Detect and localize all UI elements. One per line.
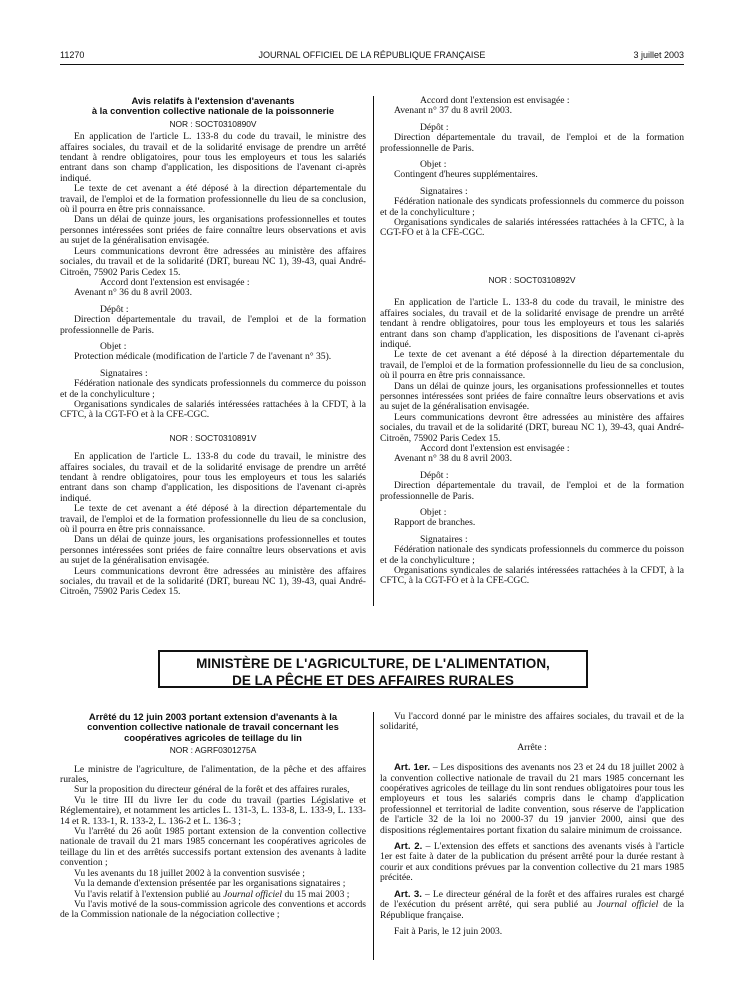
field-value: Direction départementale du travail, de l'emploi et de la formation professionnelle de Paris. [380, 132, 684, 154]
paragraph: Vu l'arrêté du 26 août 1985 portant extension de la convention collective nationale de travail du 21 mars 1985 concernant les coopératives agricoles de teillage du lin et des arrêtés successifs portant extension des avenants à ladite convention ; [60, 826, 366, 869]
article-3: Art. 3. – Le directeur général de la forêt et des affaires rurales est chargé de l'exécution du présent arrêté, qui sera publié au Journal officiel de la République française. [380, 888, 685, 921]
paragraph: Dans un délai de quinze jours, les organisations professionnelles et toutes personnes intéressées sont priées de faire connaître leurs observations et avis au sujet de la généralisation envisagée. [60, 214, 366, 247]
field-label: Signataires : [100, 367, 148, 379]
paragraph: Le texte de cet avenant a été déposé à la direction départementale du travail, de l'emploi et de la formation professionnelle du lieu de sa conclusion, où il pourra en être pris connaissance. [60, 503, 366, 536]
paragraph: Le ministre de l'agriculture, de l'alimentation, de la pêche et des affaires rurales, [60, 763, 366, 786]
field-value: Organisations syndicales de salariés intéressées rattachées à la CFDT, à la CFTC, à la CGT-FO et à la CFE-CGC. [380, 565, 684, 587]
paragraph: Vu la demande d'extension présentée par les organisations signataires ; [74, 878, 346, 890]
field-value: Fédération nationale des syndicats professionnels du commerce du poisson et de la conchyliculture ; [60, 378, 366, 400]
paragraph: Le texte de cet avenant a été déposé à la direction départementale du travail, de l'emploi et de la formation professionnelle du lieu de sa conclusion, où il pourra en être pris connaissance. [60, 183, 366, 216]
paragraph: En application de l'article L. 133-8 du code du travail, le ministre des affaires sociales, du travail et de la solidarité envisage de prendre un arrêté tendant à rendre obligatoires, pour tous les employeurs et tous les salariés entrant dans son champ d'application, les dispositions de l'avenant ci-après indiqué. [60, 451, 366, 504]
paragraph: Vu le titre III du livre Ier du code du travail (parties Législative et Réglementaire), et notamment les articles L. 131-3, L. 133-8, L. 133-9, L. 133-14 et R. 133-1, R. 133-2, L. 136-2 et L. 136-3 ; [60, 794, 366, 827]
nor-reference: NOR : SOCT0310891V [169, 432, 257, 443]
page-number: 11270 [60, 50, 85, 60]
decree-title: Arrêté du 12 juin 2003 portant extension d'avenants à la convention collective nationale de travail concernant les coopératives agricoles de teillage du lin [87, 711, 339, 743]
field-value: Rapport de branches. [394, 517, 476, 529]
article-2: Art. 2. – L'extension des effets et sanctions des avenants visés à l'article 1er est faite à dater de la publication du présent arrêté pour la durée restant à courir et aux conditions prévues par la convention collective du 21 mars 1985 précitée. [380, 841, 684, 884]
paragraph: Leurs communications devront être adressées au ministère des affaires sociales, du travail et de la solidarité (DRT, bureau NC 1), 39-43, quai André-Citroën, 75902 Paris Cedex 15. [380, 411, 684, 444]
paragraph: En application de l'article L. 133-8 du code du travail, le ministre des affaires sociales, du travail et de la solidarité envisage de prendre un arrêté tendant à rendre obligatoires, pour tous les employeurs et tous les salariés entrant dans son champ d'application, les dispositions de l'avenant ci-après indiqué. [380, 297, 684, 350]
field-label: Accord dont l'extension est envisagée : [420, 95, 570, 106]
signature-date: Fait à Paris, le 12 juin 2003. [394, 925, 503, 937]
article-1: Art. 1er. – Les dispositions des avenants nos 23 et 24 du 18 juillet 2002 à la convention collective nationale de travail du 21 mars 1985 concernant les coopératives agricoles de teillage du lin sont rendues obligatoires pour tous les employeurs et tous les salariés compris dans le champ d'application professionnel et territorial de ladite convention, sous réserve de l'application de l'article 32 de la loi no 2000-37 du 19 janvier 2000, ainsi que des dispositions réglementaires portant fixation du salaire minimum de croissance. [380, 762, 684, 836]
paragraph: Vu l'avis relatif à l'extension publié au Journal officiel du 15 mai 2003 ; [74, 888, 350, 900]
field-label: Objet : [100, 340, 127, 352]
paragraph: Leurs communications devront être adressées au ministère des affaires sociales, du travail et de la solidarité (DRT, bureau NC 1), 39-43, quai André-Citroën, 75902 Paris Cedex 15. [60, 245, 366, 278]
ministry-line-2: DE LA PÊCHE ET DES AFFAIRES RURALES [232, 673, 514, 688]
field-value: Organisations syndicales de salariés intéressées rattachées à la CFDT, à la CFTC, à la CGT-FO et à la CFE-CGC. [60, 398, 366, 421]
paragraph: Sur la proposition du directeur général de la forêt et des affaires rurales, [74, 784, 350, 796]
header-rule [60, 64, 684, 65]
field-value: Protection médicale (modification de l'article 7 de l'avenant n° 35). [74, 351, 332, 363]
ministry-banner [158, 650, 588, 688]
field-value: Direction départementale du travail, de l'emploi et de la formation professionnelle de Paris. [60, 314, 366, 336]
field-label: Accord dont l'extension est envisagée : [100, 276, 250, 288]
paragraph: Dans un délai de quinze jours, les organisations professionnelles et toutes personnes intéressées sont priées de faire connaître leurs observations et avis au sujet de la généralisation envisagée. [60, 534, 366, 567]
nor-reference: NOR : SOCT0310890V [169, 118, 257, 129]
field-label: Accord dont l'extension est envisagée : [420, 442, 570, 454]
column-divider-bottom [373, 712, 374, 960]
field-value: Avenant n° 37 du 8 avril 2003. [394, 105, 512, 117]
arrete-heading: Arrête : [517, 741, 547, 753]
notice-title: Avis relatifs à l'extension d'avenants à la convention collective nationale de la poissonnerie [91, 95, 335, 117]
field-value: Organisations syndicales de salariés intéressées rattachées à la CFTC, à la CGT-FO et à la CFE-CGC. [380, 217, 684, 239]
paragraph: Leurs communications devront être adressées au ministère des affaires sociales, du travail et de la solidarité (DRT, bureau NC 1), 39-43, quai André-Citroën, 75902 Paris Cedex 15. [60, 565, 366, 598]
field-label: Dépôt : [100, 303, 129, 315]
column-divider-top [373, 96, 374, 606]
paragraph: Vu les avenants du 18 juillet 2002 à la convention susvisée ; [74, 867, 305, 879]
field-label: Signataires : [420, 185, 468, 197]
paragraph: Le texte de cet avenant a été déposé à la direction départementale du travail, de l'emploi et de la formation professionnelle du lieu de sa conclusion, où il pourra en être pris connaissance. [380, 349, 684, 382]
top-left-column [60, 96, 366, 598]
field-value: Contingent d'heures supplémentaires. [394, 169, 538, 181]
field-label: Signataires : [420, 533, 468, 545]
paragraph: Vu l'accord donné par le ministre des affaires sociales, du travail et de la solidarité, [380, 711, 684, 733]
paragraph: Vu l'avis motivé de la sous-commission agricole des conventions et accords de la Commission nationale de la négociation collective ; [60, 898, 366, 921]
bottom-right-column [380, 712, 684, 937]
ministry-line-1: MINISTÈRE DE L'AGRICULTURE, DE L'ALIMENTATION, [196, 656, 550, 671]
paragraph: Dans un délai de quinze jours, les organisations professionnelles et toutes personnes intéressées sont priées de faire connaître leurs observations et avis au sujet de la généralisation envisagée. [380, 380, 684, 413]
field-value: Fédération nationale des syndicats professionnels du commerce du poisson et de la conchyliculture ; [380, 196, 684, 218]
field-label: Objet : [420, 507, 447, 518]
field-label: Dépôt : [420, 469, 449, 481]
issue-date: 3 juillet 2003 [633, 50, 684, 60]
field-value: Direction départementale du travail, de l'emploi et de la formation professionnelle de Paris. [380, 480, 684, 502]
nor-reference: NOR : SOCT0310892V [488, 274, 576, 285]
field-label: Objet : [420, 159, 447, 171]
top-right-column [380, 96, 684, 587]
page-header [60, 50, 684, 62]
bottom-left-column [60, 712, 366, 921]
field-value: Avenant n° 36 du 8 avril 2003. [74, 287, 192, 299]
field-label: Dépôt : [420, 121, 449, 133]
nor-reference: NOR : AGRF0301275A [169, 745, 257, 756]
field-value: Avenant n° 38 du 8 avril 2003. [394, 453, 512, 465]
paragraph: En application de l'article L. 133-8 du code du travail, le ministre des affaires sociales, du travail et de la solidarité envisage de prendre un arrêté tendant à rendre obligatoires, pour tous les employeurs et tous les salariés entrant dans son champ d'application, les dispositions de l'avenant ci-après indiqué. [60, 131, 366, 184]
journal-title: JOURNAL OFFICIEL DE LA RÉPUBLIQUE FRANÇAISE [258, 50, 486, 60]
field-value: Fédération nationale des syndicats professionnels du commerce du poisson et de la conchyliculture ; [380, 544, 684, 566]
